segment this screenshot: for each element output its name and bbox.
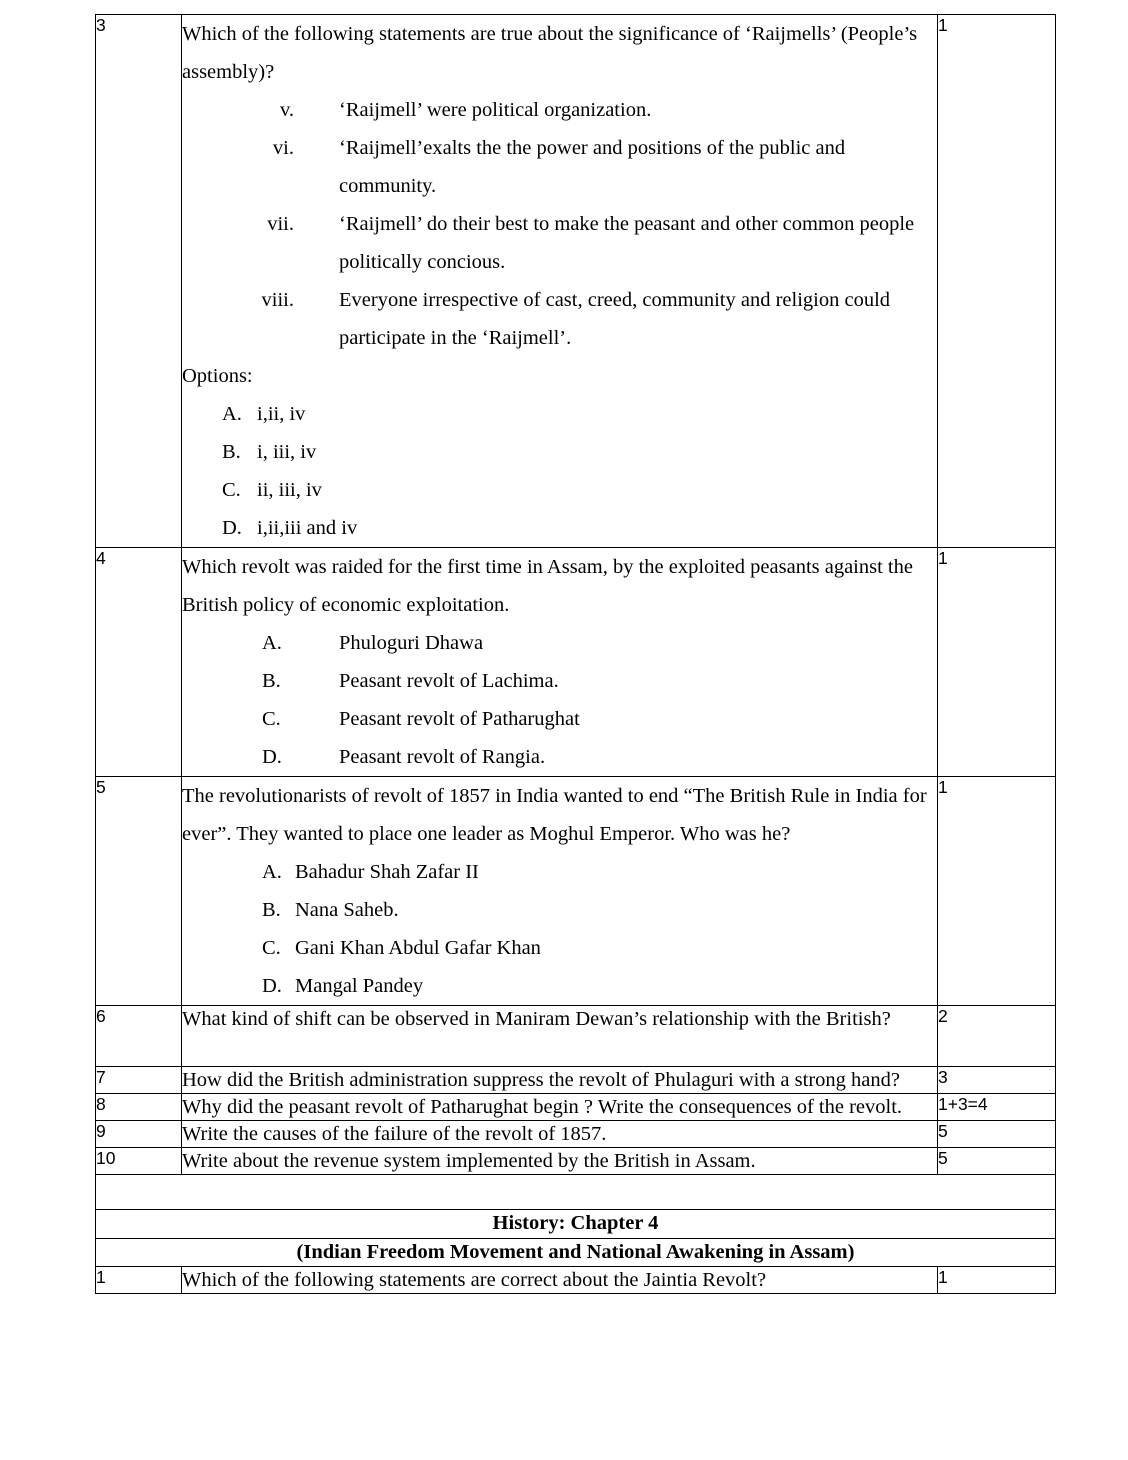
option-marker: A. [222,403,242,425]
question-stem: Which of the following statements are correct about the Jaintia Revolt? [182,1269,767,1292]
question-number: 3 [96,15,182,548]
list-item [182,891,937,929]
table-row [96,15,1056,548]
table-row [96,777,1056,1006]
list-item [182,624,937,662]
chapter-subtitle: (Indian Freedom Movement and National Awakening in Assam) [96,1238,1056,1267]
option-list [182,853,937,1005]
option-text: Gani Khan Abdul Gafar Khan [295,937,541,959]
question-body [182,1121,938,1148]
option-text: Nana Saheb. [295,899,399,921]
list-item [182,738,937,776]
table-row [96,1094,1056,1121]
list-item [182,91,937,129]
list-item [182,700,937,738]
table-row [96,1067,1056,1094]
question-number: 9 [96,1121,182,1148]
option-marker: D. [222,517,242,539]
marks-value: 2 [938,1006,1056,1067]
question-body [182,548,938,777]
table-row [96,548,1056,777]
option-text: Peasant revolt of Lachima. [339,670,559,692]
table-row [96,1006,1056,1067]
option-marker: A. [262,861,282,883]
list-item [182,205,937,281]
list-marker: v. [279,99,294,121]
list-item [182,853,937,891]
list-marker: vi. [272,137,294,159]
question-body [182,1148,938,1175]
question-stem: Write the causes of the failure of the revolt of 1857. [182,1123,607,1145]
option-text: i,ii,iii and iv [257,517,358,539]
question-stem: The revolutionarists of revolt of 1857 in India wanted to end “The British Rule in India for ever”. They wanted to place one leader as Moghul Emperor. Who was he? [182,785,927,845]
list-text: ‘Raijmell’exalts the the power and positions of the public and community. [339,137,846,197]
list-item [182,433,937,471]
list-item [182,929,937,967]
question-body [182,777,938,1006]
chapter-title: History: Chapter 4 [96,1210,1056,1239]
question-number: 6 [96,1006,182,1067]
table-row [96,1148,1056,1175]
question-body [182,15,938,548]
spacer-row [96,1175,1056,1210]
question-stem: Why did the peasant revolt of Patharughat begin ? Write the consequences of the revolt. [182,1096,903,1118]
marks-value: 5 [938,1121,1056,1148]
question-body [182,1094,938,1121]
option-marker: C. [262,937,281,959]
marks-value: 3 [938,1067,1056,1094]
option-text: i, iii, iv [257,441,317,463]
list-item [182,509,937,547]
list-text: ‘Raijmell’ were political organization. [339,99,652,121]
list-text: ‘Raijmell’ do their best to make the peasant and other common people politically concious. [339,213,915,273]
question-body [182,1267,938,1294]
section-header-row [96,1210,1056,1239]
question-number: 7 [96,1067,182,1094]
option-marker: B. [222,441,241,463]
question-number: 4 [96,548,182,777]
section-subheader-row [96,1238,1056,1267]
marks-value: 5 [938,1148,1056,1175]
option-list [182,624,937,776]
question-stem: How did the British administration suppress the revolt of Phulaguri with a strong hand? [182,1069,900,1091]
question-number: 10 [96,1148,182,1175]
marks-value: 1 [938,777,1056,1006]
table-row [96,1267,1056,1294]
marks-value: 1 [938,548,1056,777]
marks-value: 1 [938,1267,1056,1294]
question-number: 1 [96,1267,182,1294]
question-table [95,14,1056,1294]
list-item [182,395,937,433]
option-text: i,ii, iv [257,403,306,425]
option-marker: B. [262,899,281,921]
question-stem: What kind of shift can be observed in Maniram Dewan’s relationship with the British? [182,1008,891,1030]
option-marker: A. [262,632,282,654]
list-item [182,967,937,1005]
list-item [182,281,937,357]
list-marker: vii. [267,213,294,235]
empty-cell [96,1175,1056,1210]
option-text: Phuloguri Dhawa [339,632,484,654]
question-stem: Which revolt was raided for the first time in Assam, by the exploited peasants against the British policy of economic exploitation. [182,556,913,616]
options-label: Options: [182,365,253,387]
option-text: Peasant revolt of Rangia. [339,746,546,768]
marks-value: 1+3=4 [938,1094,1056,1121]
table-row [96,1121,1056,1148]
option-text: Mangal Pandey [295,975,424,997]
option-marker: C. [222,479,241,501]
option-text: ii, iii, iv [257,479,322,501]
sub-statement-list [182,91,937,357]
question-number: 5 [96,777,182,1006]
marks-value: 1 [938,15,1056,548]
question-number: 8 [96,1094,182,1121]
list-item [182,471,937,509]
option-marker: D. [262,746,282,768]
question-stem: Write about the revenue system implemented by the British in Assam. [182,1150,756,1172]
list-marker: viii. [261,289,294,311]
list-item [182,129,937,205]
option-marker: B. [262,670,281,692]
question-body [182,1006,938,1067]
list-item [182,662,937,700]
option-text: Peasant revolt of Patharughat [339,708,580,730]
question-body [182,1067,938,1094]
option-list [182,395,937,547]
option-marker: C. [262,708,281,730]
option-marker: D. [262,975,282,997]
question-stem: Which of the following statements are true about the significance of ‘Raijmells’ (People’s assembly)? [182,23,918,83]
option-text: Bahadur Shah Zafar II [295,861,479,883]
list-text: Everyone irrespective of cast, creed, community and religion could participate in the ‘Raijmell’. [339,289,891,349]
